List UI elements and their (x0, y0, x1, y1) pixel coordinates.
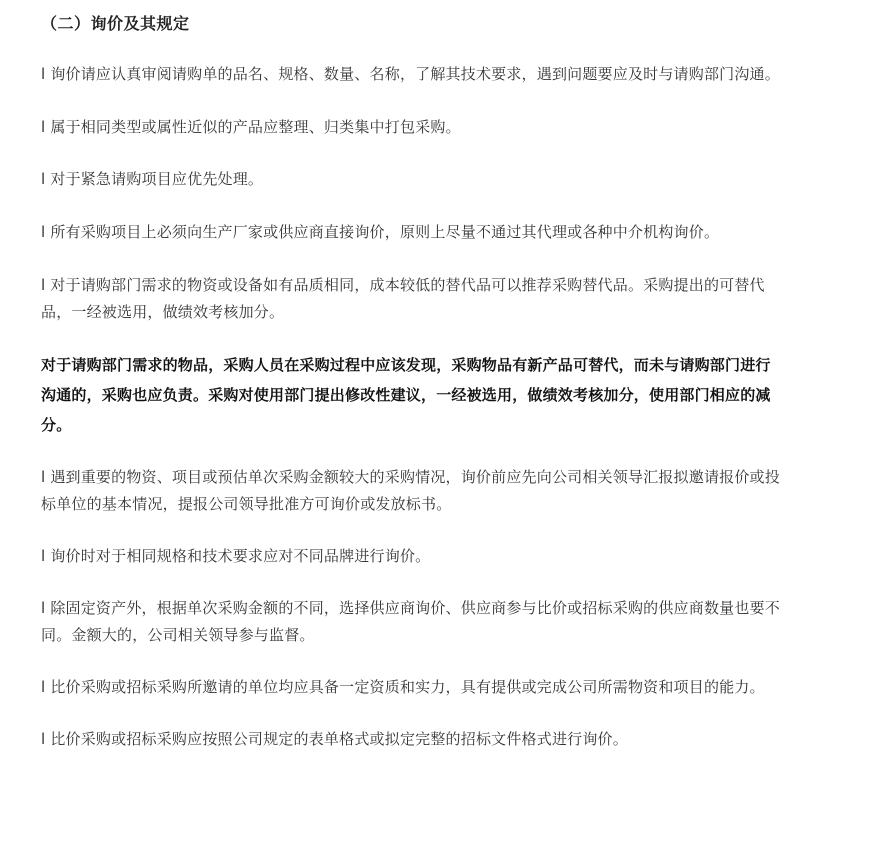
paragraph: l 对于请购部门需求的物资或设备如有品质相同，成本较低的替代品可以推荐采购替代品。采购提出的可替代品，一经被选用，做绩效考核加分。 (41, 276, 765, 321)
paragraph: l 询价请应认真审阅请购单的品名、规格、数量、名称，了解其技术要求，遇到问题要应及时与请购部门沟通。 (41, 65, 780, 83)
paragraph: l 比价采购或招标采购所邀请的单位均应具备一定资质和实力，具有提供或完成公司所需物资和项目的能力。 (41, 678, 765, 696)
document-body (41, 0, 781, 753)
paragraph: l 遇到重要的物资、项目或预估单次采购金额较大的采购情况，询价前应先向公司相关领导汇报拟邀请报价或投标单位的基本情况，提报公司领导批准方可询价或发放标书。 (41, 468, 780, 513)
paragraph: l 询价时对于相同规格和技术要求应对不同品牌进行询价。 (41, 547, 431, 565)
paragraph: l 对于紧急请购项目应优先处理。 (41, 170, 264, 188)
paragraph: l 所有采购项目上必须向生产厂家或供应商直接询价，原则上尽量不通过其代理或各种中介机构询价。 (41, 223, 720, 241)
paragraph: l 属于相同类型或属性近似的产品应整理、归类集中打包采购。 (41, 118, 461, 136)
paragraph: l 比价采购或招标采购应按照公司规定的表单格式或拟定完整的招标文件格式进行询价。 (41, 730, 628, 748)
paragraph: l 除固定资产外，根据单次采购金额的不同，选择供应商询价、供应商参与比价或招标采购的供应商数量也要不同。金额大的，公司相关领导参与监督。 (41, 599, 780, 644)
section-title: （二）询价及其规定 (41, 14, 190, 33)
bold-paragraph: 对于请购部门需求的物品，采购人员在采购过程中应该发现，采购物品有新产品可替代，而未与请购部门进行沟通的，采购也应负责。采购对使用部门提出修改性建议，一经被选用，做绩效考核加分，使用部门相应的减分。 (41, 356, 771, 434)
